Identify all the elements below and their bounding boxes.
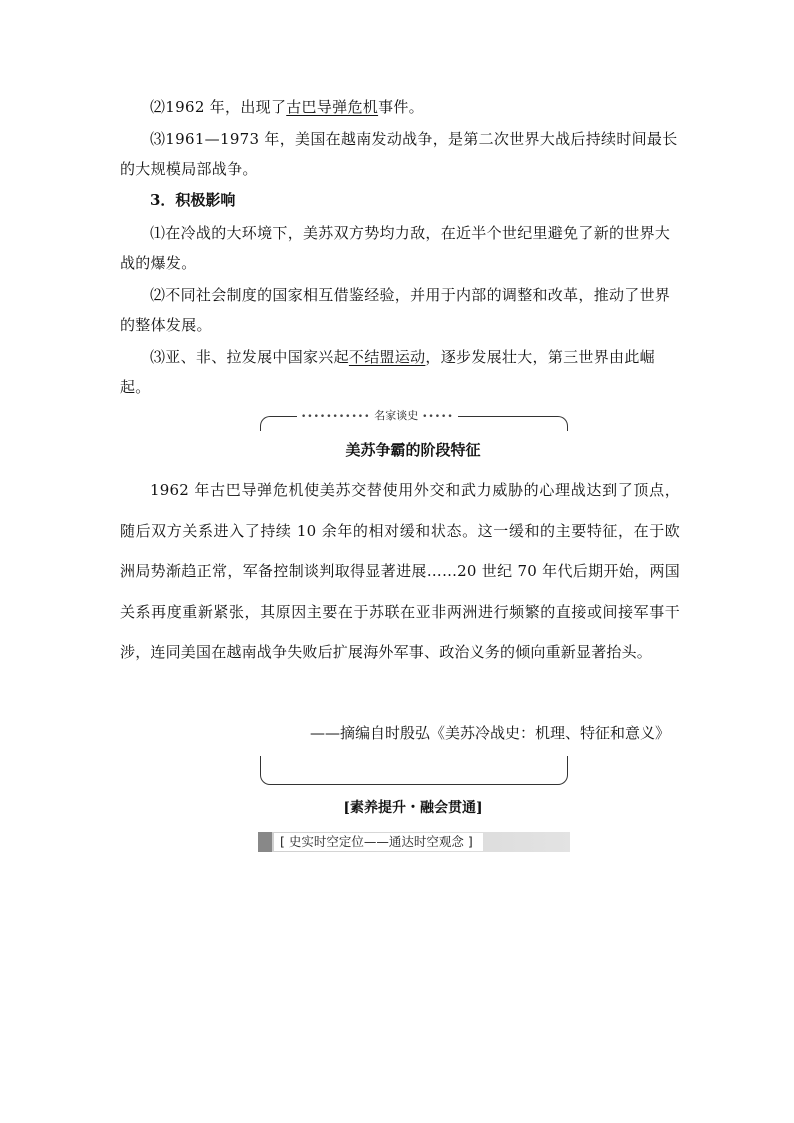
item-text: ⑶亚、非、拉发展中国家兴起 <box>150 348 349 366</box>
impact-item-2: ⑵不同社会制度的国家相互借鉴经验，并用于内部的调整和改革，推动了世界的整体发展。 <box>120 286 671 334</box>
section-banner <box>258 832 570 852</box>
impact-item-1: ⑴在冷战的大环境下，美苏双方势均力敌，在近半个世纪里避免了新的世界大战的爆发。 <box>120 224 671 272</box>
underlined-term: 不结盟运动 <box>348 348 426 366</box>
item-cuban-missile-crisis <box>120 92 680 122</box>
quote-box-title: 美苏争霸的阶段特征 <box>345 441 481 459</box>
item-text: 事件。 <box>378 98 424 116</box>
item-vietnam-war: ⑶1961—1973 年，美国在越南发动战争，是第二次世界大战后持续时间最长的大规模局部战争。 <box>120 130 678 178</box>
banner-square <box>258 832 272 852</box>
item-text: ⑵1962 年，出现了 <box>150 98 287 116</box>
item-text: ，逐步发展壮大，第三世界由此崛起。 <box>120 348 655 396</box>
banner-text: 史实时空定位——通达时空观念 <box>288 834 464 849</box>
dot-leader: ••••••••••• <box>301 412 375 422</box>
quote-box-bottom-border <box>260 756 568 785</box>
underlined-term: 古巴导弹危机 <box>286 98 379 116</box>
quote-text: 1962 年古巴导弹危机使美苏交替使用外交和武力威胁的心理战达到了顶点，随后双方关系进入了持续 10 余年的相对缓和状态。这一缓和的主要特征，在于欧洲局势渐趋正常，军备控制谈判取得显著进展……20 世纪 70 年代后期开始，两国关系再度重新紧张，其原因主要在于苏联在亚非两洲进行频繁的直接或间接军事干涉，连同美国在越南战争失败后扩展海外军事、政治义务的倾向重新显著抬头。 <box>120 481 680 661</box>
dot-leader: ••••• <box>418 412 454 422</box>
quote-box-tag-label: 名家谈史 <box>374 409 419 422</box>
impact-item-3 <box>120 342 680 402</box>
banner-label: [ 史实时空定位——通达时空观念 ] <box>274 833 483 851</box>
section-title: [素养提升・融会贯通] <box>343 800 483 816</box>
heading-positive-impact: 3．积极影响 <box>150 191 236 209</box>
quote-box-tag <box>297 408 458 424</box>
quote-source: ——摘编自时殷弘《美苏冷战史：机理、特征和意义》 <box>309 724 670 742</box>
